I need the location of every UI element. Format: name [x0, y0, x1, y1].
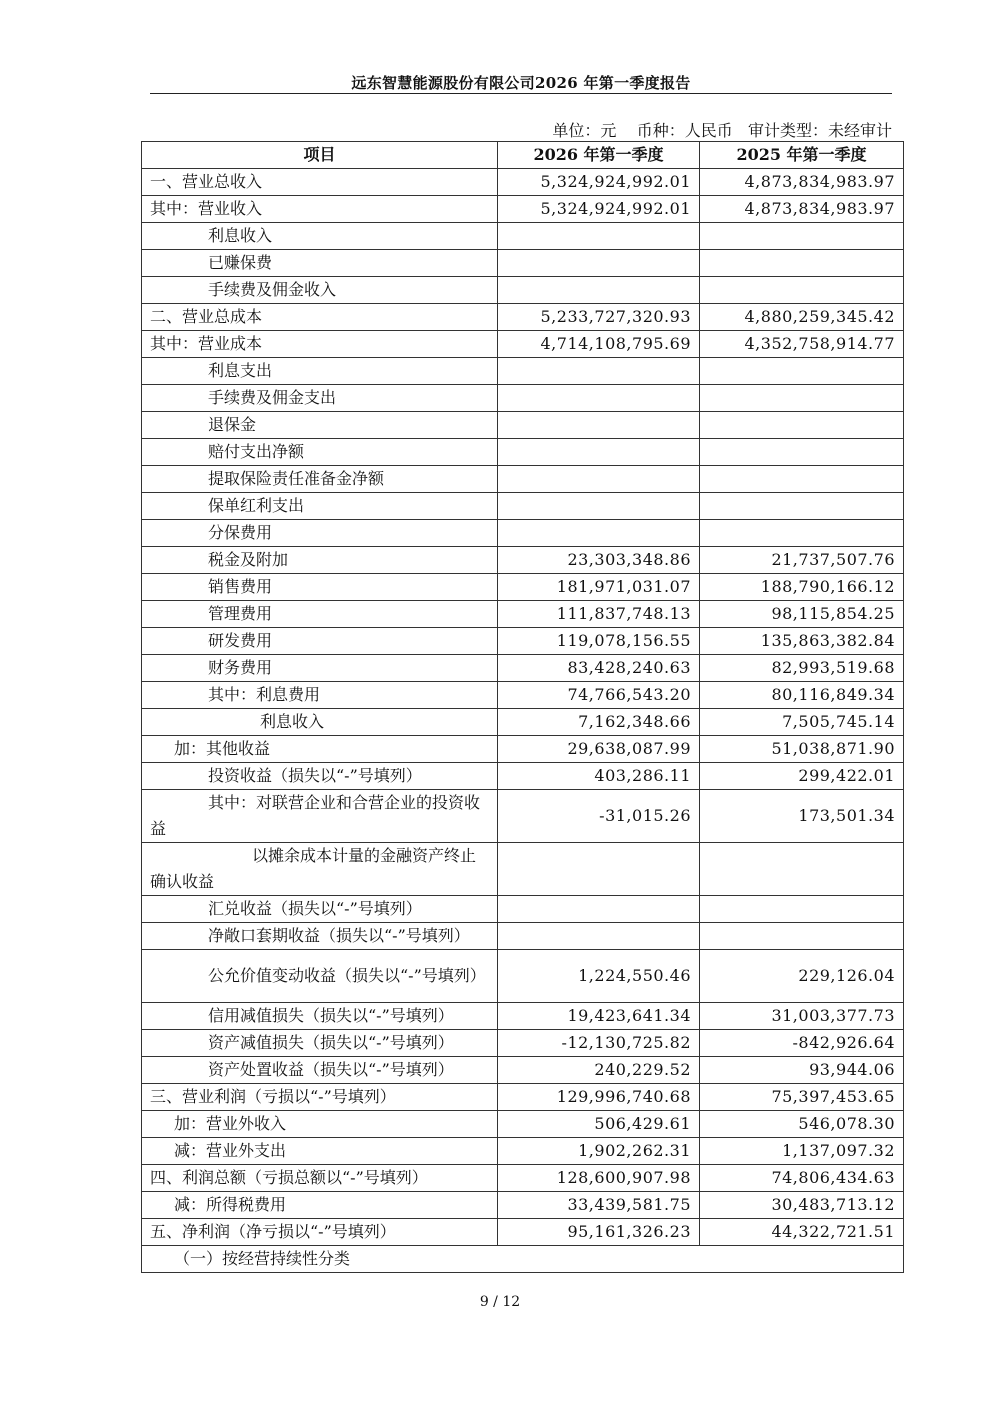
value-2026: [498, 358, 700, 385]
value-2026: [498, 385, 700, 412]
report-header-title: 远东智慧能源股份有限公司2026 年第一季度报告: [351, 74, 691, 92]
table-row: [142, 1165, 904, 1192]
row-label: 信用减值损失（损失以“-”号填列）: [142, 1003, 498, 1030]
value-2025: 229,126.04: [700, 950, 904, 1003]
value-2026: 5,324,924,992.01: [498, 196, 700, 223]
table-row: [142, 843, 904, 896]
value-2025: [700, 493, 904, 520]
table-row: [142, 709, 904, 736]
value-2025: 93,944.06: [700, 1057, 904, 1084]
row-label: 已赚保费: [142, 250, 498, 277]
table-row: [142, 1030, 904, 1057]
table-row: [142, 277, 904, 304]
table-header-row: [142, 142, 904, 169]
table-row: [142, 923, 904, 950]
value-2025: 80,116,849.34: [700, 682, 904, 709]
table-row: [142, 385, 904, 412]
row-label: 加：营业外收入: [142, 1111, 498, 1138]
header-divider: [150, 93, 892, 94]
row-label: 其中：营业收入: [142, 196, 498, 223]
table-row: [142, 196, 904, 223]
row-label: 其中：对联营企业和合营企业的投资收益: [142, 790, 498, 843]
value-2025: -842,926.64: [700, 1030, 904, 1057]
row-label: （一）按经营持续性分类: [142, 1246, 904, 1273]
value-2026: [498, 520, 700, 547]
row-label: 分保费用: [142, 520, 498, 547]
table-row: [142, 682, 904, 709]
value-2026: 83,428,240.63: [498, 655, 700, 682]
table-row: [142, 601, 904, 628]
value-2026: 1,902,262.31: [498, 1138, 700, 1165]
row-label: 利息支出: [142, 358, 498, 385]
value-2025: 30,483,713.12: [700, 1192, 904, 1219]
value-2026: [498, 493, 700, 520]
row-label: 财务费用: [142, 655, 498, 682]
value-2026: 128,600,907.98: [498, 1165, 700, 1192]
value-2026: 506,429.61: [498, 1111, 700, 1138]
value-2025: 75,397,453.65: [700, 1084, 904, 1111]
value-2025: 188,790,166.12: [700, 574, 904, 601]
unit-label: 单位：元: [552, 121, 617, 140]
value-2025: 51,038,871.90: [700, 736, 904, 763]
currency-label: 币种：人民币: [636, 121, 733, 140]
value-2026: 4,714,108,795.69: [498, 331, 700, 358]
value-2026: 29,638,087.99: [498, 736, 700, 763]
table-row: [142, 628, 904, 655]
value-2025: 44,322,721.51: [700, 1219, 904, 1246]
value-2026: [498, 466, 700, 493]
value-2026: [498, 923, 700, 950]
row-label: 五、净利润（净亏损以“-”号填列）: [142, 1219, 498, 1246]
table-row: [142, 763, 904, 790]
value-2025: 135,863,382.84: [700, 628, 904, 655]
value-2025: [700, 520, 904, 547]
table-row: [142, 466, 904, 493]
row-label: 赔付支出净额: [142, 439, 498, 466]
row-label: 利息收入: [142, 709, 498, 736]
column-header-2026q1: 2026 年第一季度: [498, 142, 700, 169]
table-row: [142, 169, 904, 196]
row-label: 手续费及佣金收入: [142, 277, 498, 304]
value-2026: 74,766,543.20: [498, 682, 700, 709]
value-2025: [700, 466, 904, 493]
table-row: [142, 1138, 904, 1165]
table-row: [142, 1246, 904, 1273]
row-label: 手续费及佣金支出: [142, 385, 498, 412]
value-2025: 74,806,434.63: [700, 1165, 904, 1192]
row-label: 利息收入: [142, 223, 498, 250]
table-row: [142, 304, 904, 331]
row-label: 加：其他收益: [142, 736, 498, 763]
value-2025: [700, 439, 904, 466]
value-2025: [700, 896, 904, 923]
value-2026: [498, 250, 700, 277]
value-2026: 403,286.11: [498, 763, 700, 790]
value-2025: 4,880,259,345.42: [700, 304, 904, 331]
value-2026: [498, 277, 700, 304]
table-row: [142, 655, 904, 682]
value-2026: 119,078,156.55: [498, 628, 700, 655]
column-header-item: 项目: [142, 142, 498, 169]
value-2026: [498, 439, 700, 466]
table-row: [142, 574, 904, 601]
value-2026: [498, 896, 700, 923]
statement-meta: [140, 118, 892, 141]
value-2025: 31,003,377.73: [700, 1003, 904, 1030]
value-2025: 82,993,519.68: [700, 655, 904, 682]
row-label: 资产减值损失（损失以“-”号填列）: [142, 1030, 498, 1057]
table-row: [142, 1219, 904, 1246]
value-2026: 7,162,348.66: [498, 709, 700, 736]
value-2026: [498, 412, 700, 439]
column-header-2025q1: 2025 年第一季度: [700, 142, 904, 169]
value-2026: 23,303,348.86: [498, 547, 700, 574]
row-label: 提取保险责任准备金净额: [142, 466, 498, 493]
value-2025: 4,873,834,983.97: [700, 196, 904, 223]
value-2026: 19,423,641.34: [498, 1003, 700, 1030]
table-row: [142, 950, 904, 1003]
value-2025: 1,137,097.32: [700, 1138, 904, 1165]
row-label: 其中：利息费用: [142, 682, 498, 709]
table-row: [142, 250, 904, 277]
value-2025: [700, 223, 904, 250]
value-2026: 5,324,924,992.01: [498, 169, 700, 196]
value-2026: 33,439,581.75: [498, 1192, 700, 1219]
audit-type-label: 审计类型：未经审计: [747, 121, 892, 140]
value-2025: [700, 358, 904, 385]
row-label: 税金及附加: [142, 547, 498, 574]
table-row: [142, 1084, 904, 1111]
table-row: [142, 736, 904, 763]
value-2026: -12,130,725.82: [498, 1030, 700, 1057]
value-2026: 95,161,326.23: [498, 1219, 700, 1246]
row-label: 减：所得税费用: [142, 1192, 498, 1219]
value-2025: [700, 843, 904, 896]
table-row: [142, 896, 904, 923]
value-2026: -31,015.26: [498, 790, 700, 843]
row-label: 四、利润总额（亏损总额以“-”号填列）: [142, 1165, 498, 1192]
value-2026: 111,837,748.13: [498, 601, 700, 628]
value-2025: 7,505,745.14: [700, 709, 904, 736]
value-2025: 4,873,834,983.97: [700, 169, 904, 196]
value-2026: [498, 843, 700, 896]
value-2025: [700, 412, 904, 439]
row-label: 一、营业总收入: [142, 169, 498, 196]
row-label: 净敞口套期收益（损失以“-”号填列）: [142, 923, 498, 950]
income-statement-table: [141, 141, 904, 1273]
page-number: 9 / 12: [479, 1294, 521, 1310]
table-row: [142, 358, 904, 385]
table-row: [142, 547, 904, 574]
value-2026: 129,996,740.68: [498, 1084, 700, 1111]
row-label: 公允价值变动收益（损失以“-”号填列）: [142, 950, 498, 1003]
row-label: 减：营业外支出: [142, 1138, 498, 1165]
value-2026: 181,971,031.07: [498, 574, 700, 601]
row-label: 三、营业利润（亏损以“-”号填列）: [142, 1084, 498, 1111]
value-2025: [700, 385, 904, 412]
row-label: 销售费用: [142, 574, 498, 601]
row-label: 保单红利支出: [142, 493, 498, 520]
row-label: 资产处置收益（损失以“-”号填列）: [142, 1057, 498, 1084]
value-2025: 21,737,507.76: [700, 547, 904, 574]
value-2025: [700, 277, 904, 304]
value-2026: [498, 223, 700, 250]
value-2026: 240,229.52: [498, 1057, 700, 1084]
table-row: [142, 331, 904, 358]
value-2025: 4,352,758,914.77: [700, 331, 904, 358]
table-row: [142, 790, 904, 843]
value-2025: 546,078.30: [700, 1111, 904, 1138]
row-label: 投资收益（损失以“-”号填列）: [142, 763, 498, 790]
table-row: [142, 520, 904, 547]
table-row: [142, 1111, 904, 1138]
table-row: [142, 1003, 904, 1030]
row-label: 退保金: [142, 412, 498, 439]
row-label: 汇兑收益（损失以“-”号填列）: [142, 896, 498, 923]
row-label: 以摊余成本计量的金融资产终止确认收益: [142, 843, 498, 896]
value-2025: [700, 923, 904, 950]
value-2025: 173,501.34: [700, 790, 904, 843]
table-row: [142, 493, 904, 520]
table-row: [142, 1057, 904, 1084]
table-row: [142, 1192, 904, 1219]
table-row: [142, 412, 904, 439]
row-label: 研发费用: [142, 628, 498, 655]
value-2026: 5,233,727,320.93: [498, 304, 700, 331]
row-label: 管理费用: [142, 601, 498, 628]
value-2025: [700, 250, 904, 277]
table-row: [142, 223, 904, 250]
row-label: 二、营业总成本: [142, 304, 498, 331]
row-label: 其中：营业成本: [142, 331, 498, 358]
value-2026: 1,224,550.46: [498, 950, 700, 1003]
value-2025: 299,422.01: [700, 763, 904, 790]
table-row: [142, 439, 904, 466]
value-2025: 98,115,854.25: [700, 601, 904, 628]
